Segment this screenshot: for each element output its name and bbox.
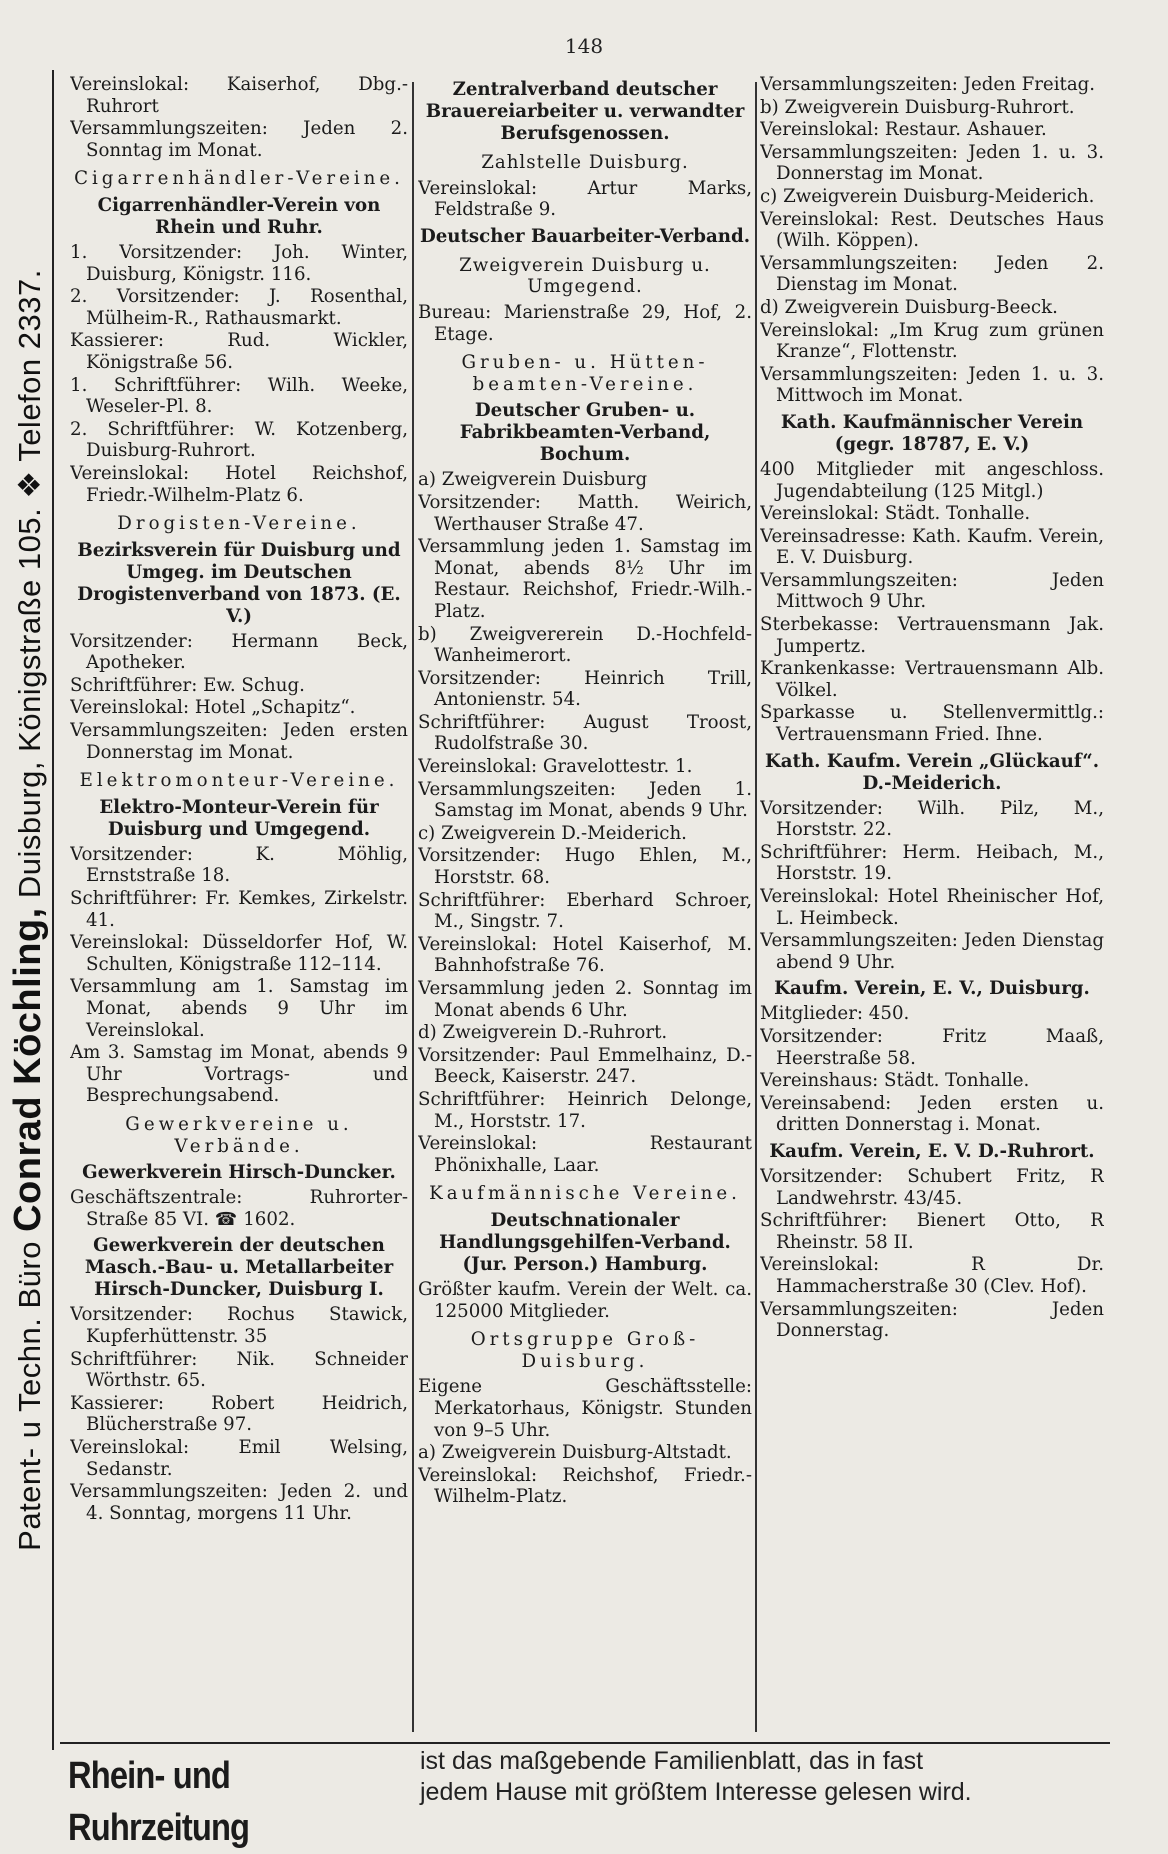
association-heading: Kath. Kaufmännischer Verein (gegr. 18787, E. V.) <box>780 411 1084 455</box>
column-right <box>760 74 1104 1802</box>
entry-subtitle: Zweigverein Duisburg u. Umgegend. <box>459 254 711 298</box>
directory-entry: Geschäftszentrale: Ruhrorter-Straße 85 VI. ☎ 1602. <box>70 1187 408 1230</box>
directory-entry: a) Zweigverein Duisburg <box>418 469 648 491</box>
association-heading: Kath. Kaufm. Verein „Glückauf“. D.-Meiderich. <box>764 750 1100 794</box>
directory-entry: Versammlungszeiten: Jeden 2. Sonntag im Monat. <box>70 118 408 161</box>
directory-entry: Versammlungszeiten: Jeden ersten Donnerstag im Monat. <box>70 720 408 763</box>
section-heading: Gruben- u. Hütten-beamten-Vereine. <box>461 352 709 395</box>
directory-entry: Bureau: Marienstraße 29, Hof, 2. Etage. <box>418 301 752 345</box>
directory-entry: Versammlungszeiten: Jeden Mittwoch 9 Uhr. <box>760 569 1104 613</box>
directory-entry: Schriftführer: Ew. Schug. <box>70 674 305 696</box>
directory-entry: Schriftführer: Nik. Schneider Wörthstr. 65. <box>70 1348 408 1392</box>
directory-entry: Schriftführer: Herm. Heibach, M., Horststr. 19. <box>760 841 1104 885</box>
directory-entry: Versammlungszeiten: Jeden 1. u. 3. Mittwoch im Monat. <box>760 363 1104 407</box>
association-heading: Deutscher Gruben- u. Fabrikbeamten-Verband, Bochum. <box>459 400 711 466</box>
directory-entry: Vorsitzender: Fritz Maaß, Heerstraße 58. <box>760 1025 1104 1069</box>
directory-entry: Vorsitzender: Heinrich Trill, Antonienstr. 54. <box>418 667 752 711</box>
directory-entry: Mitglieder: 450. <box>760 1003 910 1025</box>
column-middle <box>418 74 752 1802</box>
directory-entry: Schriftführer: Fr. Kemkes, Zirkelstr. 41. <box>70 888 408 931</box>
slogan-line-1: ist das maßgebende Familienblatt, das in fast <box>420 1747 924 1775</box>
advertisement-slogan <box>420 1746 1100 1808</box>
directory-entry: 2. Vorsitzender: J. Rosenthal, Mülheim-R., Rathausmarkt. <box>70 286 408 329</box>
directory-entry: Sparkasse u. Stellenvermittlg.: Vertrauensmann Fried. Ihne. <box>760 702 1104 746</box>
directory-entry: Kassierer: Robert Heidrich, Blücherstraße 97. <box>70 1392 408 1436</box>
directory-entry: Vereinslokal: Artur Marks, Feldstraße 9. <box>418 177 752 221</box>
side-ad-text <box>7 269 49 1551</box>
section-heading: Drogisten-Vereine. <box>117 513 361 535</box>
directory-entry: Vereinslokal: Restaur. Ashauer. <box>760 119 1047 141</box>
directory-entry: Vereinslokal: Emil Welsing, Sedanstr. <box>70 1436 408 1480</box>
directory-entry: 1. Schriftführer: Wilh. Weeke, Weseler-Pl. 8. <box>70 374 408 418</box>
directory-entry: d) Zweigverein Duisburg-Beeck. <box>760 296 1058 318</box>
column-divider <box>755 82 757 1732</box>
directory-entry: Versammlungszeiten: Jeden Dienstag abend 9 Uhr. <box>760 930 1104 973</box>
directory-entry: Vereinslokal: Hotel „Schapitz“. <box>70 697 356 719</box>
directory-entry: 400 Mitglieder mit angeschloss. Jugendabteilung (125 Mitgl.) <box>760 458 1104 502</box>
directory-entry: Vereinsadresse: Kath. Kaufm. Verein, E. V. Duisburg. <box>760 525 1104 569</box>
directory-entry: Versammlung jeden 1. Samstag im Monat, abends 8½ Uhr im Restaur. Reichshof, Friedr.-Wilh.-Platz. <box>418 536 752 622</box>
association-heading: Kaufm. Verein, E. V. D.-Ruhrort. <box>769 1140 1095 1162</box>
side-ad-post: Duisburg, Königstraße 105. ❖ Telefon 2337. <box>12 269 47 899</box>
directory-entry: Versammlungszeiten: Jeden 1. u. 3. Donnerstag im Monat. <box>760 141 1104 185</box>
directory-entry: Vorsitzender: Hermann Beck, Apotheker. <box>70 630 408 674</box>
directory-entry: Schriftführer: Heinrich Delonge, M., Horststr. 17. <box>418 1088 752 1132</box>
directory-entry: Vorsitzender: Wilh. Pilz, M., Horststr. 22. <box>760 797 1104 841</box>
section-heading: Gewerkvereine u. Verbände. <box>125 1113 353 1157</box>
directory-entry: Vereinslokal: Städt. Tonhalle. <box>760 503 1031 525</box>
directory-entry: Vereinslokal: Gravelottestr. 1. <box>418 756 693 778</box>
directory-entry: Vereinslokal: Düsseldorfer Hof, W. Schulten, Königstraße 112–114. <box>70 932 408 975</box>
association-heading: Bezirksverein für Duisburg und Umgeg. im Deutschen Drogistenverband von 1873. (E. V.) <box>77 539 401 627</box>
newspaper-brand: Rhein- und Ruhrzeitung <box>68 1755 250 1849</box>
directory-entry: Schriftführer: Bienert Otto, R Rheinstr. 58 II. <box>760 1210 1104 1253</box>
directory-entry: Vereinslokal: Restaurant Phönixhalle, Laar. <box>418 1133 752 1176</box>
association-heading: Deutscher Bauarbeiter-Verband. <box>419 225 751 247</box>
directory-entry: c) Zweigverein Duisburg-Meiderich. <box>760 185 1095 207</box>
side-advertisement <box>6 70 54 1750</box>
directory-entry: Vorsitzender: Rochus Stawick, Kupferhüttenstr. 35 <box>70 1304 408 1347</box>
directory-entry: Versammlungszeiten: Jeden Freitag. <box>760 74 1096 95</box>
directory-entry: Vorsitzender: Matth. Weirich, Werthauser Straße 47. <box>418 491 752 535</box>
directory-entry: 1. Vorsitzender: Joh. Winter, Duisburg, Königstr. 116. <box>70 241 408 285</box>
section-heading: Elektromonteur-Vereine. <box>79 770 399 792</box>
directory-entry: Schriftführer: Eberhard Schroer, M., Singstr. 7. <box>418 889 752 933</box>
directory-entry: Vereinslokal: Hotel Reichshof, Friedr.-Wilhelm-Platz 6. <box>70 462 408 506</box>
directory-entry: Vereinslokal: Rest. Deutsches Haus (Wilh. Köppen). <box>760 208 1104 252</box>
directory-entry: Vereinshaus: Städt. Tonhalle. <box>760 1070 1030 1092</box>
association-heading: Zentralverband deutscher Brauereiarbeiter u. verwandter Berufsgenossen. <box>425 79 745 144</box>
directory-entry: Versammlungszeiten: Jeden 2. und 4. Sonntag, morgens 11 Uhr. <box>70 1481 408 1524</box>
directory-entry: Versammlungszeiten: Jeden 2. Dienstag im Monat. <box>760 252 1104 296</box>
directory-entry: Eigene Geschäftsstelle: Merkatorhaus, Königstr. Stunden von 9–5 Uhr. <box>418 1376 752 1441</box>
directory-entry: Vereinslokal: „Im Krug zum grünen Kranze“, Flottenstr. <box>760 319 1104 363</box>
directory-entry: Versammlung jeden 2. Sonntag im Monat abends 6 Uhr. <box>418 978 752 1021</box>
directory-entry: a) Zweigverein Duisburg-Altstadt. <box>418 1442 732 1464</box>
page-number: 148 <box>564 34 604 58</box>
directory-entry: Vereinslokal: Hotel Rheinischer Hof, L. Heimbeck. <box>760 886 1104 929</box>
association-heading: Gewerkverein Hirsch-Duncker. <box>82 1162 396 1184</box>
association-heading: Deutschnationaler Handlungsgehilfen-Verband. (Jur. Person.) Hamburg. <box>439 1209 731 1275</box>
directory-entry: Krankenkasse: Vertrauensmann Alb. Völkel. <box>760 658 1104 701</box>
directory-entry: Am 3. Samstag im Monat, abends 9 Uhr Vortrags- und Besprechungsabend. <box>70 1042 408 1107</box>
directory-entry: Vereinslokal: Reichshof, Friedr.-Wilhelm-Platz. <box>418 1464 752 1508</box>
directory-entry: Vereinslokal: Kaiserhof, Dbg.-Ruhrort <box>70 74 408 117</box>
directory-entry: Schriftführer: August Troost, Rudolfstraße 30. <box>418 711 752 755</box>
directory-entry: Vorsitzender: Paul Emmelhainz, D.-Beeck, Kaiserstr. 247. <box>418 1044 752 1088</box>
directory-entry: Vereinslokal: Hotel Kaiserhof, M. Bahnhofstraße 76. <box>418 933 752 977</box>
directory-entry: Größter kaufm. Verein der Welt. ca. 125000 Mitglieder. <box>418 1278 752 1322</box>
association-heading: Cigarrenhändler-Verein von Rhein und Ruhr. <box>97 194 381 238</box>
column-left <box>70 74 408 1802</box>
directory-entry: d) Zweigverein D.-Ruhrort. <box>418 1022 668 1044</box>
side-ad-name: Conrad Köchling, <box>7 907 49 1232</box>
section-heading: Kaufmännische Vereine. <box>429 1183 741 1205</box>
directory-entry: 2. Schriftführer: W. Kotzenberg, Duisburg-Ruhrort. <box>70 418 408 462</box>
side-ad-pre: Patent- u Techn. Büro <box>12 1241 47 1551</box>
association-heading: Gewerkverein der deutschen Masch.-Bau- u. Metallarbeiter Hirsch-Duncker, Duisburg I. <box>84 1235 394 1301</box>
directory-entry: Versammlungszeiten: Jeden 1. Samstag im Monat, abends 9 Uhr. <box>418 778 752 822</box>
directory-entry: Sterbekasse: Vertrauensmann Jak. Jumpertz. <box>760 614 1104 657</box>
directory-entry: b) Zweigvererein D.-Hochfeld-Wanheimerort. <box>418 623 752 667</box>
directory-entry: Vereinsabend: Jeden ersten u. dritten Donnerstag i. Monat. <box>760 1092 1104 1136</box>
association-heading: Kaufm. Verein, E. V., Duisburg. <box>774 978 1090 1000</box>
directory-entry: Vereinslokal: R Dr. Hammacherstraße 30 (Clev. Hof). <box>760 1254 1104 1297</box>
directory-entry: c) Zweigverein D.-Meiderich. <box>418 822 687 844</box>
slogan-line-2: jedem Hause mit größtem Interesse gelesen wird. <box>420 1778 972 1806</box>
directory-entry: Versammlungszeiten: Jeden Donnerstag. <box>760 1298 1104 1342</box>
directory-entry: Vorsitzender: K. Möhlig, Ernststraße 18. <box>70 843 408 887</box>
bottom-advertisement <box>60 1742 1110 1849</box>
directory-entry: b) Zweigverein Duisburg-Ruhrort. <box>760 96 1075 118</box>
section-heading: Ortsgruppe Groß-Duisburg. <box>470 1329 700 1372</box>
column-divider <box>412 82 414 1732</box>
directory-entry: Versammlung am 1. Samstag im Monat, abends 9 Uhr im Vereinslokal. <box>70 976 408 1041</box>
section-heading: Cigarrenhändler-Vereine. <box>74 168 404 190</box>
directory-entry: Vorsitzender: Schubert Fritz, R Landwehrstr. 43/45. <box>760 1165 1104 1209</box>
association-heading: Elektro-Monteur-Verein für Duisburg und Umgegend. <box>99 796 379 840</box>
directory-entry: Kassierer: Rud. Wickler, Königstraße 56. <box>70 330 408 373</box>
entry-subtitle: Zahlstelle Duisburg. <box>481 152 689 173</box>
directory-entry: Vorsitzender: Hugo Ehlen, M., Horststr. 68. <box>418 845 752 889</box>
